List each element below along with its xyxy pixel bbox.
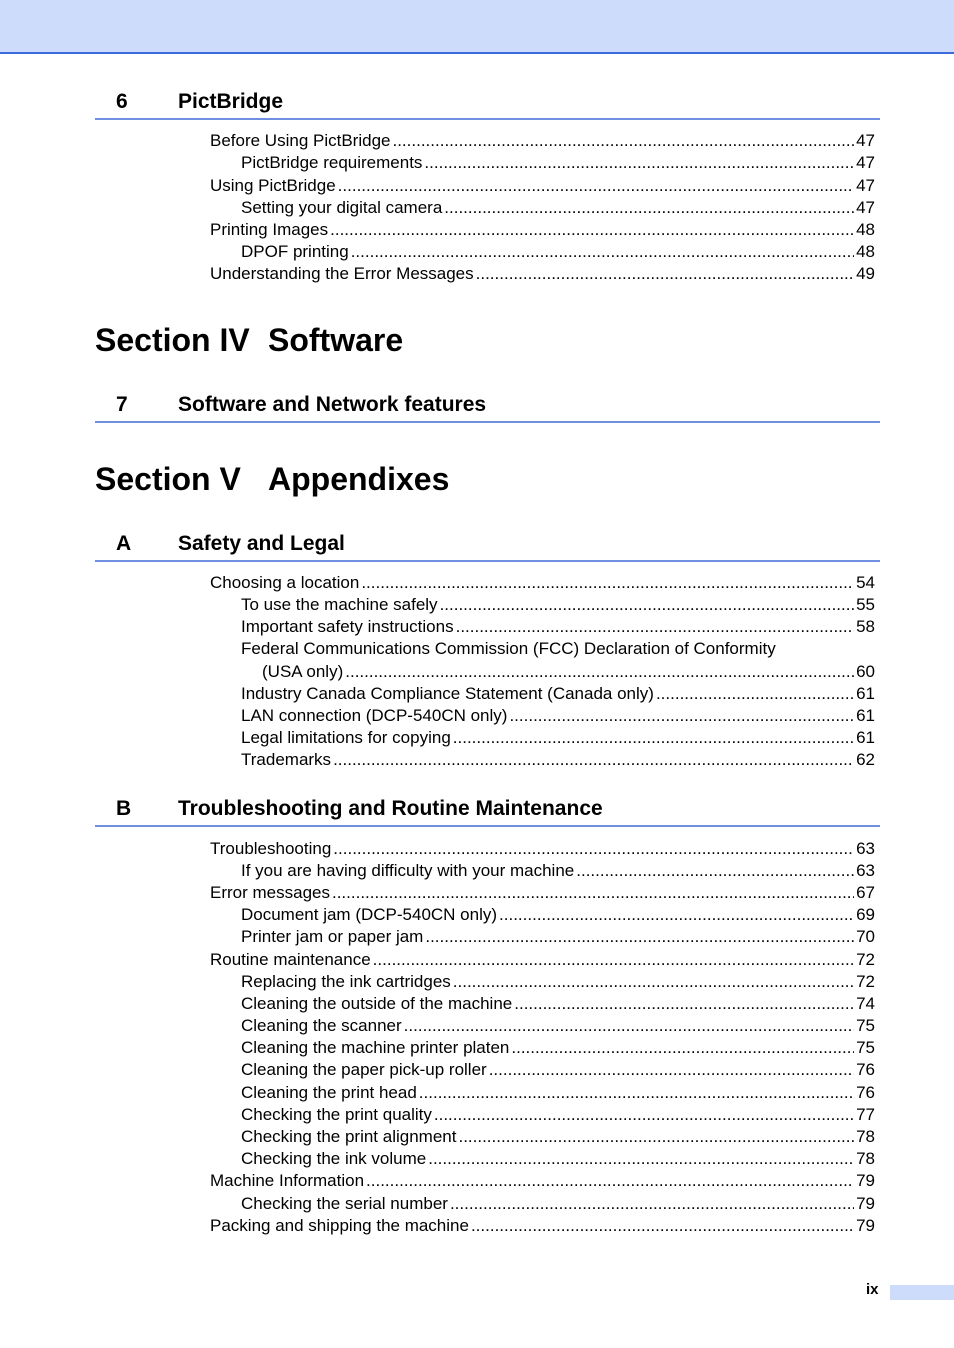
toc-entry[interactable]: Replacing the ink cartridges ..... 72	[241, 971, 875, 993]
page-number: ix	[866, 1281, 879, 1298]
toc-entry[interactable]: Trademarks ..... 62	[241, 749, 875, 771]
chapter-number: A	[116, 532, 132, 555]
toc-entry[interactable]: Machine Information ..... 79	[210, 1170, 875, 1192]
chapter-heading-a[interactable]	[95, 530, 880, 562]
chapter-heading-6[interactable]	[95, 88, 880, 120]
toc-entry[interactable]: If you are having difficulty with your machine ..... 63	[241, 860, 875, 882]
toc-entry[interactable]: Cleaning the machine printer platen ..... 75	[241, 1037, 875, 1059]
toc-entry[interactable]: DPOF printing ..... 48	[241, 241, 875, 263]
section-title: Appendixes	[268, 461, 450, 497]
footer-band	[890, 1285, 954, 1300]
toc-entry[interactable]: Setting your digital camera ..... 47	[241, 197, 875, 219]
section-heading-v	[95, 461, 449, 498]
toc-entry[interactable]: Before Using PictBridge ..... 47	[210, 130, 875, 152]
chapter-title: PictBridge	[178, 90, 284, 113]
toc-entry[interactable]: Cleaning the paper pick-up roller ..... 76	[241, 1059, 875, 1081]
section-label: Section V	[95, 461, 241, 497]
toc-entry[interactable]: Error messages ..... 67	[210, 882, 875, 904]
toc-entry[interactable]: To use the machine safely ..... 55	[241, 594, 875, 616]
toc-entry[interactable]: Checking the print alignment ..... 78	[241, 1126, 875, 1148]
chapter-number: 7	[116, 393, 128, 416]
chapter-title: Safety and Legal	[178, 532, 345, 555]
toc-entry[interactable]: Checking the print quality ..... 77	[241, 1104, 875, 1126]
chapter-title: Software and Network features	[178, 393, 487, 416]
toc-entry[interactable]: Understanding the Error Messages ..... 49	[210, 263, 875, 285]
toc-entry[interactable]: LAN connection (DCP-540CN only) ..... 61	[241, 705, 875, 727]
chapter-heading-b[interactable]	[95, 795, 880, 827]
chapter-number: 6	[116, 90, 128, 113]
chapter-number: B	[116, 797, 132, 820]
toc-entry-text[interactable]: Federal Communications Commission (FCC) Declaration of Conformity	[241, 639, 776, 658]
chapter-title: Troubleshooting and Routine Maintenance	[178, 797, 603, 820]
toc-entry[interactable]: (USA only) ..... 60	[262, 661, 875, 683]
chapter-heading-7[interactable]	[95, 391, 880, 423]
toc-entry[interactable]: Cleaning the print head ..... 76	[241, 1082, 875, 1104]
section-title: Software	[268, 322, 404, 358]
toc-entry[interactable]: Cleaning the outside of the machine ..... 74	[241, 993, 875, 1015]
section-heading-iv	[95, 322, 403, 359]
toc-entry[interactable]: Printing Images ..... 48	[210, 219, 875, 241]
toc-entry[interactable]: Using PictBridge ..... 47	[210, 175, 875, 197]
toc-entry[interactable]: Industry Canada Compliance Statement (Canada only) ..... 61	[241, 683, 875, 705]
toc-entry[interactable]: Checking the serial number ..... 79	[241, 1193, 875, 1215]
toc-entry[interactable]: Troubleshooting ..... 63	[210, 838, 875, 860]
toc-entry[interactable]: Packing and shipping the machine ..... 79	[210, 1215, 875, 1237]
toc-entry[interactable]: Cleaning the scanner ..... 75	[241, 1015, 875, 1037]
toc-entry[interactable]: Legal limitations for copying ..... 61	[241, 727, 875, 749]
toc-entry[interactable]: PictBridge requirements ..... 47	[241, 152, 875, 174]
header-band	[0, 0, 954, 54]
toc-entry[interactable]: Checking the ink volume ..... 78	[241, 1148, 875, 1170]
section-label: Section IV	[95, 322, 250, 358]
toc-entry[interactable]: Document jam (DCP-540CN only) ..... 69	[241, 904, 875, 926]
toc-entry[interactable]: Routine maintenance ..... 72	[210, 949, 875, 971]
toc-entry[interactable]: Important safety instructions ..... 58	[241, 616, 875, 638]
toc-entry[interactable]: Printer jam or paper jam ..... 70	[241, 926, 875, 948]
toc-entry[interactable]: Choosing a location ..... 54	[210, 572, 875, 594]
